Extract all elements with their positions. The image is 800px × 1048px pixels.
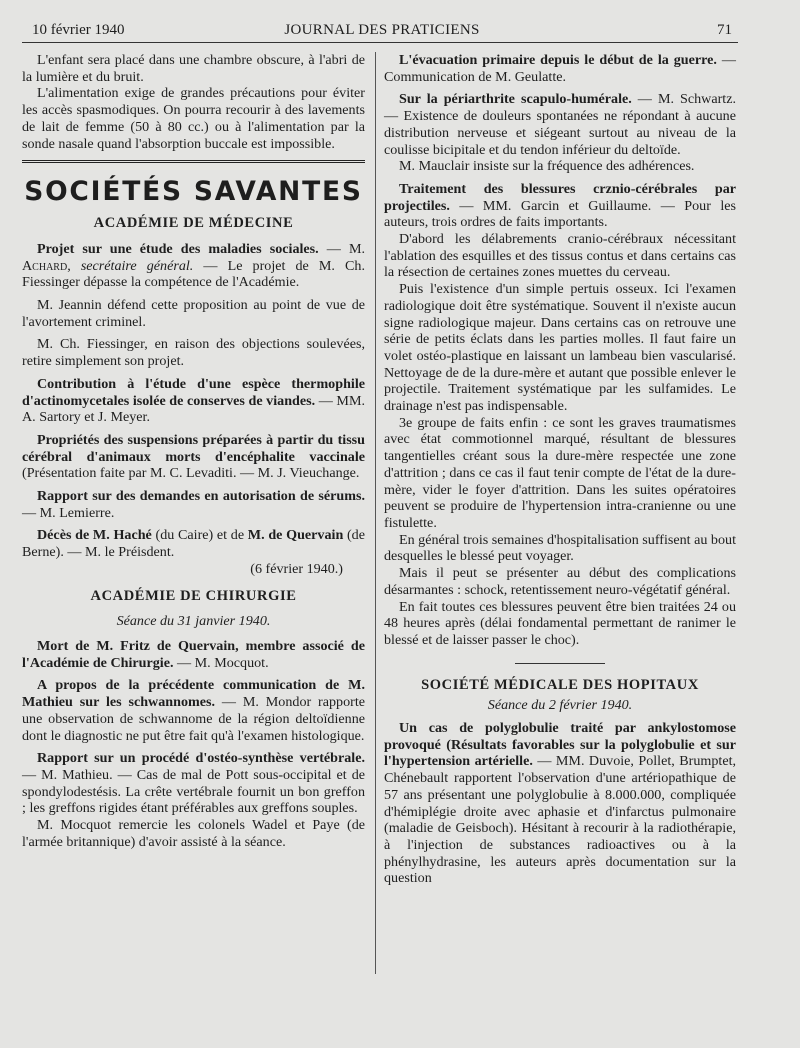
medecine-item-2: Contribution à l'étude d'une espèce thermophile d'actinomycetales isolée de conserves de viandes. — MM. A. Sartory et J. Meyer. (22, 375, 366, 426)
right-column (384, 52, 736, 887)
header-page-number: 71 (717, 22, 732, 38)
right-item-3: Traitement des blessures crznio-cérébrales par projectiles. — MM. Garcin et Guillaume. — Pour les auteurs, trois ordres de faits importants. (384, 180, 736, 231)
right-item-1: L'évacuation primaire depuis le début de la guerre. — Communication de M. Geulatte. (384, 52, 736, 85)
societe-hopitaux-title: SOCIÉTÉ MÉDICALE DES HOPITAUX (421, 676, 699, 693)
medecine-item-1-para-3: M. Ch. Fiessinger, en raison des objections soulevées, retire simplement son projet. (22, 336, 365, 370)
right-item-3-para-4: 3e groupe de faits enfin : ce sont les graves traumatismes avec état commotionnel marqué, résultant de blessures tangentielles créant sous la dure-mère respectée une zone d'attrition ; dans ce cas il faut tenir compte de l'état de la dure-mère, vider le foyer d'attrition. Dans les suites opératoires peuvent se produire de l'hypertension intra-cranienne ou une fistulette. (384, 414, 736, 531)
left-column (22, 52, 365, 850)
right-item-2-para-2: M. Mauclair insiste sur la fréquence des adhérences. (399, 158, 695, 175)
header-rule (22, 42, 738, 43)
medecine-item-4: Rapport sur des demandes en autorisation de sérums. — M. Lemierre. (22, 488, 365, 521)
chirurgie-seance-date: Séance du 31 janvier 1940. (116, 613, 271, 630)
right-item-3-para-6: Mais il peut se présenter au début des complications désarmantes : schock, retentissement neuro-végétatif général. (384, 565, 736, 598)
hopitaux-seance-date: Séance du 2 février 1940. (487, 697, 633, 714)
chirurgie-item-4: M. Mocquot remercie les colonels Wadel et Paye (de l'armée britannique) d'avoir assisté à la séance. (22, 817, 365, 850)
intro-paragraph-2: L'alimentation exige de grandes précautions pour éviter les accès spasmodiques. On pourra recourir à des lavements de lait de femme (50 à 80 cc.) ou à l'alimentation par la sonde nasale quand l'absorption buccale est impossible. (22, 85, 365, 152)
right-item-3-para-2: D'abord les délabrements cranio-cérébraux nécessitant l'ablation des esquilles et des tissus contus et dans certains cas la résection de certaines zones muettes du cerveau. (384, 231, 736, 281)
chirurgie-item-3: Rapport sur un procédé d'ostéo-synthèse vertébrale. — M. Mathieu. — Cas de mal de Pott sous-occipital et de spondylodestésis. La crête vertébrale fournit un bon greffon ; les greffons rigides étant préférables aux greffons souples. (22, 750, 365, 817)
right-item-3-para-5: En général trois semaines d'hospitalisation suffisent au bout desquelles le blessé peut voyager. (384, 531, 736, 565)
hopitaux-item-1: Un cas de polyglobulie traité par ankylostomose provoqué (Résultats favorables sur la polyglobulie et sur l'hypertension artérielle. — MM. Duvoie, Pollet, Brumptet, Chénebault rapportent l'observation d'une artériopathique de 57 ans présentant une polyglobulie à 8.000.000, compliquée d'hémiplégie droite avec aphasie et d'infarctus pulmonaire (maladie de Geisboch). Hésitant à recourir à la radiothérapie, à l'injection de substances radioactives ou à la phénylhydrasine, les auteurs après documentation sur la question (384, 720, 737, 887)
right-item-3-para-7: En fait toutes ces blessures peuvent être bien traitées 24 ou 48 heures après (délai fondamental permettant de ranimer le blessé et de laisser passer le choc). (384, 598, 736, 648)
right-item-2: Sur la périarthrite scapulo-humérale. — M. Schwartz. — Existence de douleurs spontanées ne répondant à aucune distribution nerveuse et siégeant surtout au niveau de la coulisse bicipitale et du tendon inférieur du deltoïde. (384, 91, 736, 158)
section-rule (22, 160, 365, 163)
running-header (32, 20, 732, 40)
academie-chirurgie-title: ACADÉMIE DE CHIRURGIE (90, 587, 297, 604)
medecine-item-1-para-2: M. Jeannin défend cette proposition au point de vue de l'avortement criminel. (22, 297, 365, 330)
column-divider (375, 52, 376, 974)
medecine-session-date: (6 février 1940.) (250, 560, 343, 577)
right-item-3-para-3: Puis l'existence d'un simple pertuis osseux. Ici l'examen radiologique doit être systématique. Souvent il n'existe aucun signe radiologique majeur. Dans certains cas on retrouve une série de petits éclats dans les parties molles. Il faut faire un volet ostéo-plastique en laissant un lambeau bien vascularisé. Nettoyage de de la dure-mère et autant que possible enlever le projectile. Traitement systématique par les sulfamides. Le drainage n'est pas indispensable. (384, 281, 736, 415)
header-journal-title: JOURNAL DES PRATICIENS (284, 22, 480, 38)
intro-paragraph-1: L'enfant sera placé dans une chambre obscure, à l'abri de la lumière et du bruit. (22, 52, 365, 85)
medecine-item-5: Décès de M. Haché (du Caire) et de M. de Quervain (de Berne). — M. le Préisdent. (22, 527, 365, 561)
medecine-item-1: Projet sur une étude des maladies sociales. — M. Achard, secrétaire général. — Le projet de M. Ch. Fiessinger dépasse la compétence de l'Académie. (22, 240, 366, 291)
short-separator (515, 663, 605, 664)
section-title: SOCIÉTÉS SAVANTES (24, 176, 363, 208)
header-date: 10 février 1940 (32, 22, 125, 38)
medecine-item-3: Propriétés des suspensions préparées à partir du tissu cérébral d'animaux morts d'encéphalite vaccinale (Présentation faite par M. C. Levaditi. — M. J. Vieuchange. (22, 431, 365, 482)
academie-medecine-title: ACADÉMIE DE MÉDECINE (93, 215, 294, 232)
chirurgie-item-2: A propos de la précédente communication de M. Mathieu sur les schwannomes. — M. Mondor rapporte une observation de schwannome de la région deltoïdienne dont le diagnostic ne put être fait qu'à l'examen histologique. (22, 677, 365, 744)
chirurgie-item-1: Mort de M. Fritz de Quervain, membre associé de l'Académie de Chirurgie. — M. Mocquot. (22, 637, 365, 671)
